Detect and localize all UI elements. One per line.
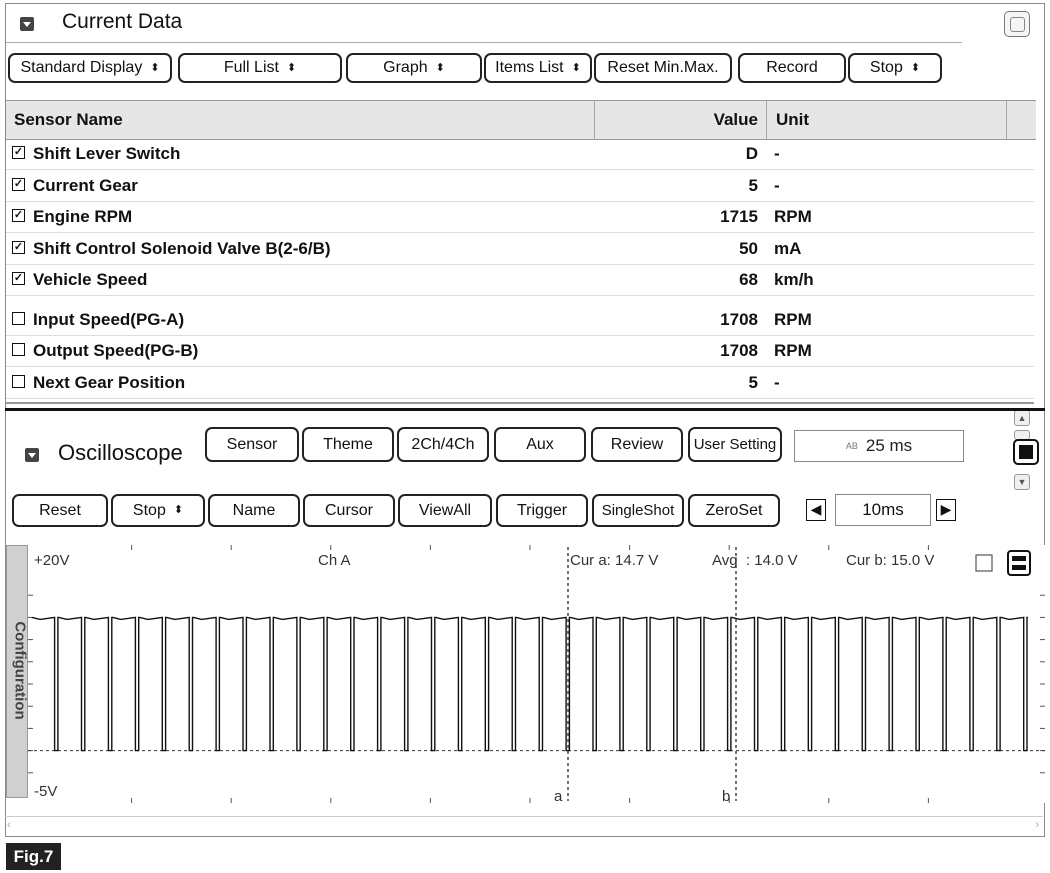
sensor-value: 68 <box>739 270 758 289</box>
select-arrows-icon: ⬍ <box>571 61 581 74</box>
time-scale-value: 25 ms <box>865 436 913 455</box>
sensor-unit: - <box>774 372 780 392</box>
sensor-name: Engine RPM <box>33 207 133 226</box>
cursor-button[interactable] <box>303 494 395 527</box>
ab-icon: AB <box>845 441 858 451</box>
sensor-unit: RPM <box>774 341 812 360</box>
scroll-left-icon[interactable]: ‹ <box>7 819 11 831</box>
scroll-up-icon[interactable]: ▲ <box>1014 410 1030 426</box>
toolbar-item-label: Graph <box>383 59 428 76</box>
title-bar <box>6 4 1044 42</box>
zero-set-button[interactable] <box>688 494 780 527</box>
scroll-right-icon[interactable]: › <box>1035 819 1039 831</box>
stop-mode-select[interactable] <box>111 494 205 527</box>
sensor-unit: RPM <box>774 309 812 329</box>
graph-select[interactable] <box>346 53 482 83</box>
oscilloscope-plot[interactable] <box>28 545 1045 803</box>
table-row[interactable] <box>6 233 1034 265</box>
configuration-label: Configuration <box>11 621 29 720</box>
sensor-value: 1708 <box>720 309 758 329</box>
table-row[interactable] <box>6 335 1034 367</box>
reset-min-max-button[interactable] <box>594 53 732 83</box>
scroll-down-icon[interactable]: ▼ <box>1014 474 1030 490</box>
cursor-b-marker: b <box>722 788 731 803</box>
col-unit[interactable]: Unit <box>776 110 810 129</box>
reset-button[interactable] <box>12 494 108 527</box>
full-list-select[interactable] <box>178 53 342 83</box>
panel-title: Current Data <box>62 10 183 33</box>
aux-button[interactable]: Aux <box>494 427 586 462</box>
sensor-name: Shift Control Solenoid Valve B(2-6/B) <box>33 238 331 258</box>
average-readout: Avg : 14.0 V <box>712 552 798 569</box>
sensor-name: Current Gear <box>33 175 138 195</box>
user-setting-button[interactable]: User Setting <box>688 427 782 462</box>
y-min-label: -5V <box>34 783 58 800</box>
sensor-button[interactable]: Sensor <box>205 427 299 462</box>
table-row[interactable] <box>6 138 1034 170</box>
configuration-tab[interactable] <box>6 545 28 798</box>
toolbar-item-label: Full List <box>223 59 279 76</box>
sensor-unit: km/h <box>774 270 814 289</box>
trigger-button[interactable] <box>496 494 588 527</box>
time-scale-display[interactable] <box>794 430 964 462</box>
channel-count-button[interactable]: 2Ch/4Ch <box>397 427 489 462</box>
select-arrows-icon: ⬍ <box>435 61 445 74</box>
toolbar-item-label: Record <box>766 59 818 76</box>
osc-toolbar-item-label: ViewAll <box>418 501 472 519</box>
table-row[interactable] <box>6 367 1034 399</box>
y-max-label: +20V <box>34 552 70 569</box>
osc-toolbar-item-label: Reset <box>39 501 81 519</box>
checked-checkbox[interactable]: ✓ <box>13 146 24 158</box>
toolbar-item-label: Reset Min.Max. <box>607 59 719 76</box>
oscilloscope-title: Oscilloscope <box>58 440 183 465</box>
toolbar-item-label: Standard Display <box>20 59 143 76</box>
channel-label: Ch A <box>318 552 351 569</box>
record-button[interactable] <box>738 53 846 83</box>
sensor-value: 1708 <box>720 341 758 360</box>
single-shot-button[interactable] <box>592 494 684 527</box>
table-row[interactable] <box>6 304 1034 336</box>
figure-label: Fig.7 <box>6 843 61 870</box>
sensor-unit: - <box>774 175 780 195</box>
table-header <box>6 100 1036 140</box>
time-increase-icon[interactable]: ▶ <box>936 499 956 521</box>
record-stop-icon[interactable] <box>1013 439 1039 465</box>
sensor-name: Input Speed(PG-A) <box>33 309 185 329</box>
cursor-a-readout: Cur a: 14.7 V <box>570 552 659 569</box>
table-row[interactable] <box>6 170 1034 202</box>
items-list-select[interactable] <box>484 53 592 83</box>
standard-display-select[interactable] <box>8 53 172 83</box>
horizontal-scrollbar[interactable] <box>5 816 1043 835</box>
select-arrows-icon: ⬍ <box>173 504 184 516</box>
toolbar-item-label: Stop <box>869 59 903 76</box>
maximize-icon[interactable] <box>1004 11 1030 37</box>
toolbar-item-label: Items List <box>495 59 564 76</box>
time-division-value[interactable]: 10ms <box>835 494 931 526</box>
name-button[interactable] <box>208 494 300 527</box>
select-arrows-icon: ⬍ <box>910 61 921 74</box>
review-button[interactable]: Review <box>591 427 683 462</box>
sensor-unit: mA <box>774 238 802 258</box>
osc-toolbar-item-label: Name <box>232 501 276 519</box>
select-arrows-icon: ⬍ <box>150 61 160 74</box>
stop-select[interactable] <box>848 53 942 83</box>
col-sensor-name[interactable]: Sensor Name <box>14 110 123 129</box>
sensor-name: Vehicle Speed <box>33 270 148 289</box>
oscilloscope-collapse-icon[interactable] <box>25 448 39 462</box>
osc-toolbar-item-label: ZeroSet <box>705 501 763 519</box>
osc-toolbar-item-label: SingleShot <box>601 502 675 519</box>
unchecked-checkbox[interactable] <box>12 343 25 356</box>
osc-toolbar-item-label: Stop <box>132 501 166 519</box>
checked-checkbox[interactable]: ✓ <box>13 177 24 190</box>
checked-checkbox[interactable]: ✓ <box>13 209 24 221</box>
osc-toolbar-item-label: Cursor <box>324 501 373 519</box>
sensor-value: D <box>745 144 758 163</box>
cursor-b-readout: Cur b: 15.0 V <box>846 552 935 569</box>
sensor-name: Shift Lever Switch <box>33 144 181 163</box>
sensor-unit: RPM <box>774 207 812 226</box>
sensor-unit: - <box>774 144 780 163</box>
table-row[interactable] <box>6 264 1034 296</box>
cursor-a-marker: a <box>554 788 563 803</box>
unchecked-checkbox[interactable] <box>12 375 25 388</box>
osc-toolbar-item-label: Trigger <box>516 501 568 519</box>
select-arrows-icon: ⬍ <box>286 61 297 74</box>
col-value[interactable]: Value <box>713 110 758 129</box>
table-row[interactable] <box>6 201 1034 233</box>
channel-menu-icon[interactable] <box>1008 551 1030 575</box>
theme-button[interactable]: Theme <box>302 427 394 462</box>
view-all-button[interactable] <box>398 494 492 527</box>
sensor-value: 50 <box>739 238 758 258</box>
time-decrease-icon[interactable]: ◀ <box>806 499 826 521</box>
collapse-icon[interactable] <box>20 17 34 31</box>
checked-checkbox[interactable]: ✓ <box>13 272 24 284</box>
channel-checkbox[interactable] <box>976 555 992 571</box>
sensor-value: 5 <box>748 372 758 392</box>
sensor-value: 5 <box>748 175 758 195</box>
unchecked-checkbox[interactable] <box>12 312 25 325</box>
sensor-name: Output Speed(PG-B) <box>33 341 199 360</box>
checked-checkbox[interactable]: ✓ <box>13 240 24 253</box>
sensor-name: Next Gear Position <box>33 372 186 392</box>
sensor-value: 1715 <box>720 207 758 226</box>
